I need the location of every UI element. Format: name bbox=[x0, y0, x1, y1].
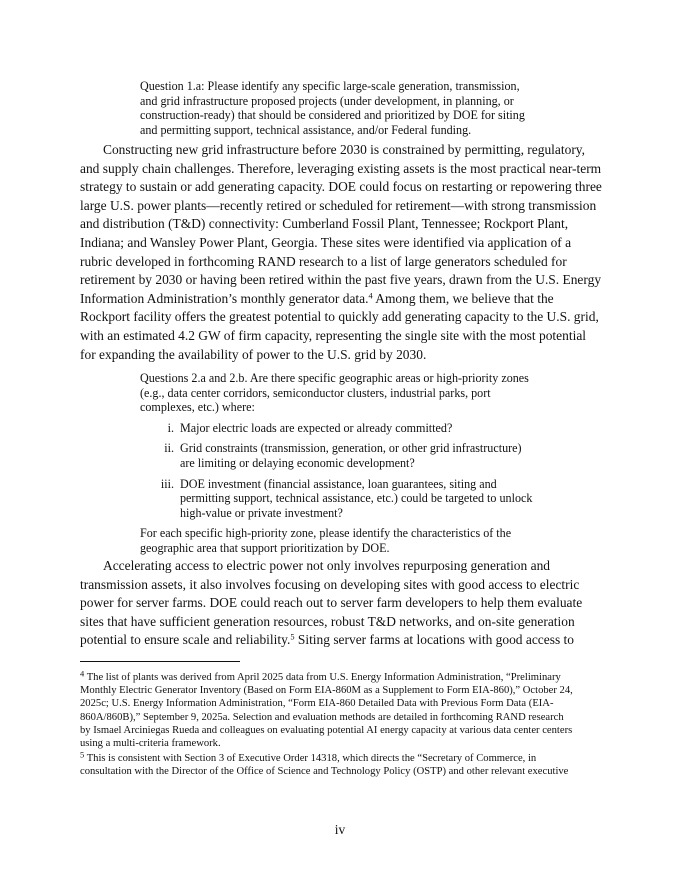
text-line: and distribution (T&D) connectivity: Cumberland Fossil Plant, Tennessee; Rockport Plant, bbox=[80, 216, 569, 232]
text-line: retirement by 2030 or having been retired within the past five years, drawn from the U.S. Energy bbox=[80, 272, 602, 288]
list-number: iii. bbox=[160, 476, 174, 491]
text-line: and grid infrastructure proposed projects (under development, in planning, or bbox=[140, 93, 514, 108]
text-line: permitting support, technical assistance, etc.) could be targeted to unlock bbox=[180, 491, 533, 506]
text-line: using a multi-criteria framework. bbox=[80, 738, 221, 750]
text-line: power for server farms. DOE could reach out to server farm developers to help them evaluate bbox=[80, 595, 583, 611]
text-line: are limiting or delaying economic development? bbox=[180, 455, 415, 470]
footnotes bbox=[80, 668, 573, 779]
text-line: Questions 2.a and 2.b. Are there specific geographic areas or high-priority zones bbox=[140, 371, 529, 385]
footnote-4 bbox=[80, 668, 573, 750]
text-line: by Ismael Arciniegas Rueda and colleagues on evaluating potential AI energy capacity at various data center centers bbox=[80, 724, 573, 736]
text-line: with an estimated 4.2 GW of firm capacity, representing the single site with the most potential bbox=[80, 327, 587, 343]
text-span: Among them, we believe that the bbox=[372, 290, 554, 306]
text-line: 2025c; U.S. Energy Information Administration, “Form EIA-860 Detailed Data with Previous Form Data (EIA- bbox=[80, 698, 554, 710]
text-line: strategy to sustain or add generating capacity. DOE could focus on restarting or repowering three bbox=[80, 179, 602, 195]
text-line: sites that have sufficient generation resources, robust T&D networks, and on-site generation bbox=[80, 613, 575, 629]
text-line: Grid constraints (transmission, generation, or other grid infrastructure) bbox=[180, 441, 522, 456]
text-span: Information Administration’s monthly generator data. bbox=[80, 290, 369, 306]
text-line: geographic area that support prioritization by DOE. bbox=[140, 540, 390, 555]
text-line: complexes, etc.) where: bbox=[140, 400, 255, 415]
text-line: For each specific high-priority zone, please identify the characteristics of the bbox=[140, 526, 512, 541]
text-line: for expanding the availability of power to the U.S. grid by 2030. bbox=[80, 346, 427, 362]
text-line: Question 1.a: Please identify any specific large-scale generation, transmission, bbox=[140, 79, 520, 93]
text-span: Siting server farms at locations with good access to bbox=[294, 632, 575, 648]
text-line: DOE investment (financial assistance, loan guarantees, siting and bbox=[180, 476, 497, 491]
footnote-number: 4 bbox=[80, 668, 85, 679]
text-span: This is consistent with Section 3 of Executive Order 14318, which directs the “Secretary of Commerce, in bbox=[84, 753, 537, 765]
text-line: construction-ready) that should be considered and prioritized by DOE for siting bbox=[140, 108, 525, 123]
text-span: The list of plants was derived from April 2025 data from U.S. Energy Information Administration, “Preliminary bbox=[84, 672, 561, 683]
text-line bbox=[80, 749, 573, 765]
footnote-ref-4[interactable]: 4 bbox=[368, 291, 373, 301]
text-line: Indiana; and Wansley Power Plant, Georgia. These sites were identified via application of a bbox=[80, 234, 572, 250]
text-line: rubric developed in forthcoming RAND research to a list of large generators scheduled for bbox=[80, 253, 567, 269]
text-line: Monthly Electric Generator Inventory (Based on Form EIA-860M as a Supplement to Form EIA-860),” October 24, bbox=[80, 685, 573, 697]
list-item bbox=[140, 477, 532, 521]
text-line: (e.g., data center corridors, semiconductor clusters, industrial parks, port bbox=[140, 385, 491, 400]
page-number: iv bbox=[334, 822, 346, 837]
text-line: Rockport facility offers the greatest potential to quickly add generating capacity to the U.S. grid, bbox=[80, 309, 599, 325]
text-line: and permitting support, technical assistance, and/or Federal funding. bbox=[140, 122, 472, 137]
text-line: 860A/860B),” September 9, 2025a. Selection and evaluation methods are detailed in forthcoming RAND research bbox=[80, 711, 564, 723]
text-line: transmission assets, it also involves focusing on developing sites with good access to electric bbox=[80, 576, 580, 592]
footnote-ref-5[interactable]: 5 bbox=[290, 632, 295, 642]
text-line: Constructing new grid infrastructure before 2030 is constrained by permitting, regulatory, bbox=[103, 142, 586, 157]
list-item bbox=[140, 441, 532, 470]
text-line: and supply chain challenges. Therefore, leveraging existing assets is the most practical near-term bbox=[80, 160, 602, 176]
footnote-5 bbox=[80, 749, 573, 778]
text-line: large U.S. power plants—recently retired or scheduled for retirement—with strong transmission bbox=[80, 197, 597, 213]
body-paragraph-2 bbox=[80, 557, 582, 650]
question-1a-block bbox=[140, 79, 525, 137]
footnote-divider bbox=[80, 661, 240, 662]
list-number: ii. bbox=[164, 441, 174, 456]
text-line: high-value or private investment? bbox=[180, 505, 343, 520]
question-2-block bbox=[140, 371, 532, 556]
body-paragraph-1 bbox=[80, 141, 602, 364]
text-line: consultation with the Director of the Office of Science and Technology Policy (OSTP) and other relevant executive bbox=[80, 766, 569, 778]
list-item bbox=[140, 421, 532, 436]
list-number: i. bbox=[167, 420, 174, 435]
footnote-number: 5 bbox=[80, 749, 85, 760]
text-line: Accelerating access to electric power not only involves repurposing generation and bbox=[103, 558, 551, 573]
text-line bbox=[80, 631, 582, 650]
text-line bbox=[80, 668, 573, 684]
text-line bbox=[80, 290, 602, 309]
text-span: potential to ensure scale and reliability. bbox=[80, 632, 291, 648]
text-line: Major electric loads are expected or already committed? bbox=[180, 420, 453, 435]
